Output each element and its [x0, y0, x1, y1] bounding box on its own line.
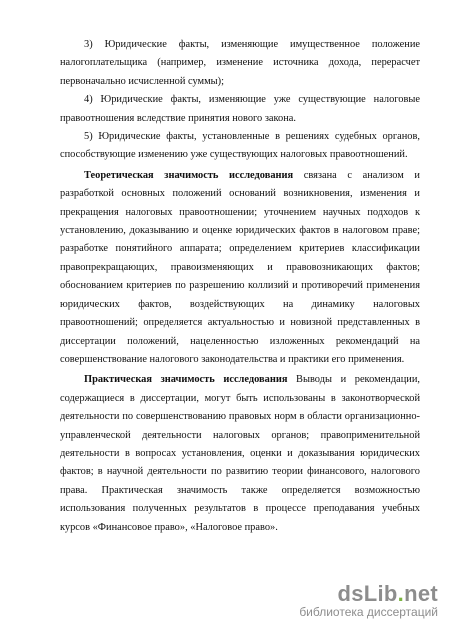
practice-text: Выводы и рекомендации, содержащиеся в диссертации, могут быть использованы в законотворческой деятельности по совершенствованию правовых норм в области организационно-управленческой деятельности налоговых органов; правоприменительной деятельности в вопросах установления, оценки и доказывания юридических фактов; в научной деятельности по развитию теории финансового, налогового права. Практическая значимость также определяется возможностью использования полученных результатов в процессе преподавания учебных курсов «Финансовое право», «Налоговое право».: [60, 374, 420, 533]
logo-dot: .: [397, 581, 405, 606]
dslib-logo: [299, 583, 438, 605]
dslib-watermark: [299, 583, 438, 619]
practice-heading: Практическая значимость исследования: [84, 374, 288, 386]
theory-paragraph: [60, 167, 420, 369]
list-item-5: 5) Юридические факты, установленные в решениях судебных органов, способствующие изменению уже существующих налоговых правоотношений.: [60, 131, 420, 161]
logo-main: dsLib: [337, 581, 398, 606]
theory-text: связана с анализом и разработкой основных положений оснований возникновения, изменения и прекращения налоговых правоотношении; уточнением научных подходов к установлению, доказыванию и оценке юридических фактов в налоговом праве; разработке понятийного аппарата; определением критериев классификации правопрекращающих, правоизменяющих и правовозникающих фактов; обоснованием критериев по разрешению коллизий и противоречий применения юридических фактов, воздействующих на динамику налоговых правоотношений; определяется актуальностью и новизной представленных в диссертации положений, нацеленностью изложенных рекомендаций на совершенствование налогового законодательства и практики его применения.: [60, 169, 420, 365]
practice-paragraph: [60, 371, 420, 537]
document-page: [60, 36, 420, 537]
theory-heading: Теоретическая значимость исследования: [84, 169, 294, 181]
logo-tld: net: [404, 581, 438, 606]
watermark-subtitle: библиотека диссертаций: [299, 605, 438, 619]
list-item-3: 3) Юридические факты, изменяющие имущественное положение налогоплательщика (например, изменение источника дохода, перерасчет первоначально исчисленной суммы);: [60, 39, 420, 87]
list-item-4: 4) Юридические факты, изменяющие уже существующие налоговые правоотношения вследствие принятия нового закона.: [60, 94, 420, 124]
